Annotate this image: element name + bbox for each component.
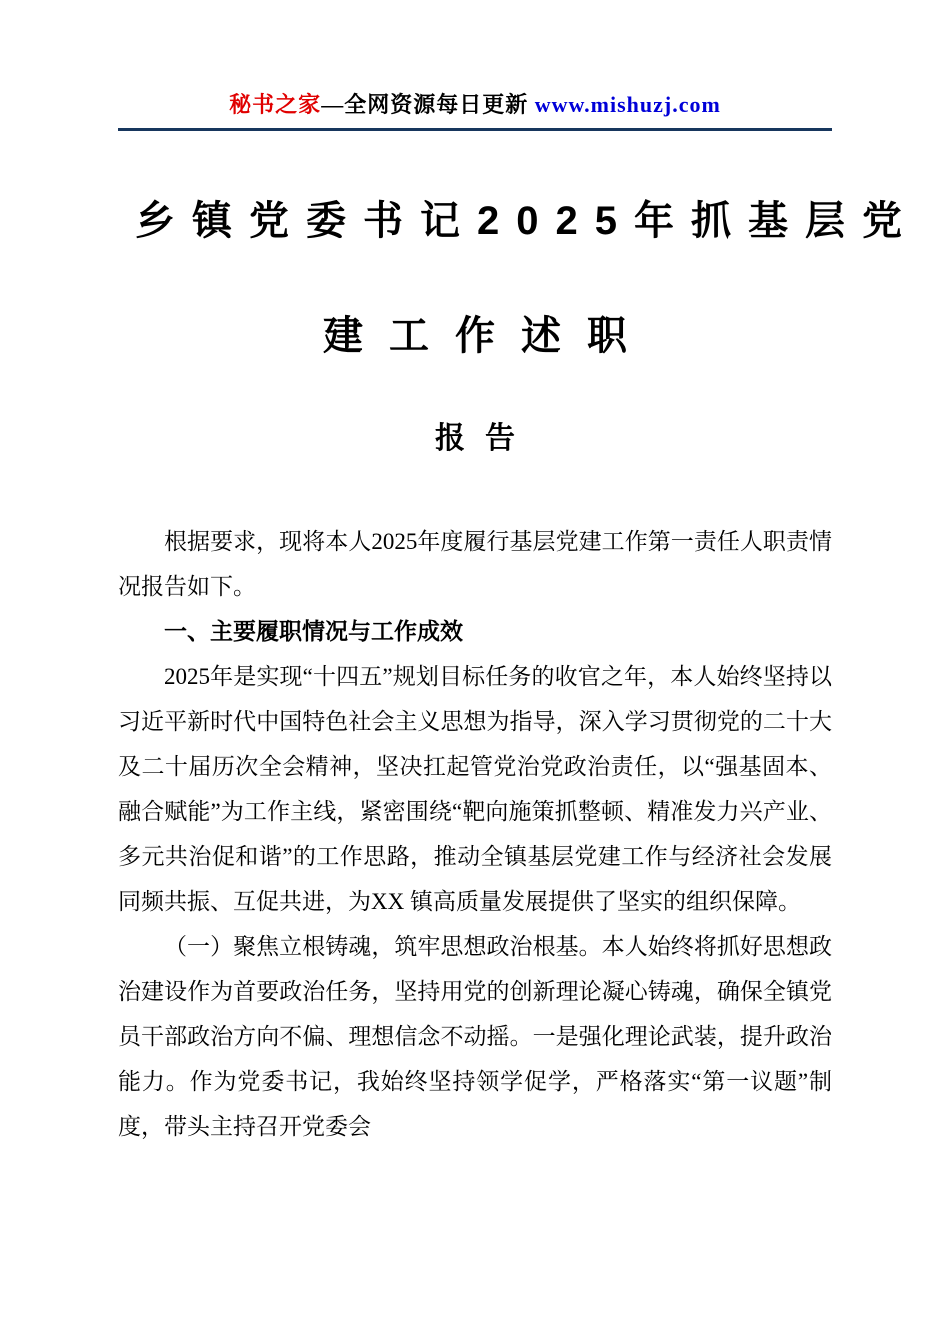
section-heading: 一、主要履职情况与工作成效 <box>164 618 463 644</box>
header-divider <box>118 128 832 131</box>
body-paragraph: 根据要求，现将本人2025年度履行基层党建工作第一责任人职责情况报告如下。 <box>118 529 832 599</box>
document-title <box>118 189 919 457</box>
document-body <box>118 519 832 1149</box>
title-line-2: 建工作述职 <box>323 314 653 358</box>
header-tagline: —全网资源每日更新 <box>321 92 535 117</box>
title-line-1: 乡镇党委书记2025年抓基层党 <box>135 199 919 243</box>
title-line-3: 报告 <box>435 422 535 455</box>
body-paragraph: （一）聚焦立根铸魂，筑牢思想政治根基。本人始终将抓好思想政治建设作为首要政治任务，坚持用党的创新理论凝心铸魂，确保全镇党员干部政治方向不偏、理想信念不动摇。一是强化理论武装，提升政治能力。作为党委书记，我始终坚持领学促学，严格落实“第一议题”制度，带头主持召开党委会 <box>118 934 832 1139</box>
site-url-link[interactable]: www.mishuzj.com <box>534 92 721 117</box>
site-header <box>118 88 832 119</box>
body-paragraph: 2025年是实现“十四五”规划目标任务的收官之年，本人始终坚持以习近平新时代中国特色社会主义思想为指导，深入学习贯彻党的二十大及二十届历次全会精神，坚决扛起管党治党政治责任，以“强基固本、融合赋能”为工作主线，紧密围绕“靶向施策抓整顿、精准发力兴产业、多元共治促和谐”的工作思路，推动全镇基层党建工作与经济社会发展同频共振、互促共进，为XX 镇高质量发展提供了坚实的组织保障。 <box>118 664 832 914</box>
brand-name: 秘书之家 <box>229 92 322 117</box>
